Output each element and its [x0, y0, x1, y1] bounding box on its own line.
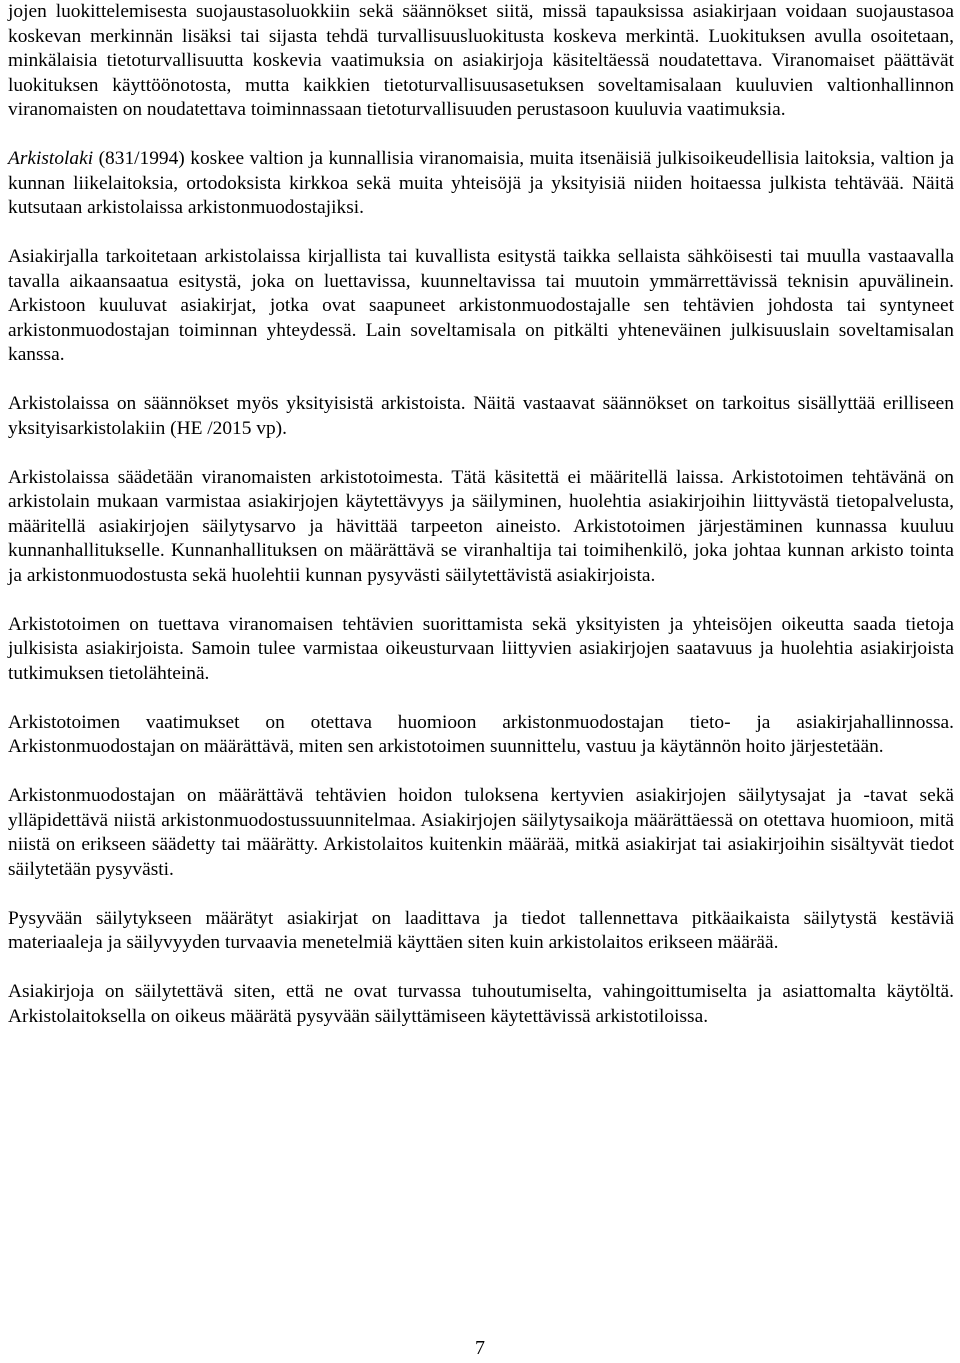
paragraph-text: Asiakirjalla tarkoitetaan arkistolaissa kirjallista tai kuvallista esitystä taikka sellaista sähköisesti tai muulla vastaavalla tavalla aikaansaatua esitystä, joka on luettavissa, kuunneltavissa tai muutoin ymmärrettävissä teknisin apuvälinein. Arkistoon kuuluvat asiakirjat, jotka ovat saapuneet arkistonmuodostajalle sen tehtävien johdosta tai syntyneet arkistonmuodostajan toiminnan yhteydessä. Lain soveltamisala on pitkälti yhteneväinen julkisuuslain soveltamisalan kanssa.: [8, 246, 954, 365]
paragraph-text: jojen luokittelemisesta suojaustasoluokkiin sekä säännökset siitä, missä tapauksissa asiakirjaan voidaan suojaustasoa koskevan merkinnän lisäksi tai sijasta tehdä turvallisuusluokitusta koskeva merkintä. Luokituksen avulla osoitetaan, minkälaisia tietoturvallisuutta koskevia vaatimuksia on asiakirjoja käsiteltäessä noudatettava. Viranomaiset päättävät luokituksen käyttöönotosta, mutta kaikkien tietoturvallisuusasetuksen soveltamisalaan kuuluvien valtionhallinnon viranomaisten on noudatettava toiminnassaan tietoturvallisuuden perustasoon kuuluvia vaatimuksia.: [8, 1, 954, 120]
paragraph-archives-act: [8, 147, 954, 221]
paragraph-archival-function: [8, 466, 954, 589]
paragraph-text: Arkistotoimen vaatimukset on otettava huomioon arkistonmuodostajan tieto- ja asiakirjahallinnossa. Arkistonmuodostajan on määrättävä, miten sen arkistotoimen suunnittelu, vastuu ja käytännön hoito järjestetään.: [8, 711, 954, 757]
paragraph-text: Arkistolaissa on säännökset myös yksityisistä arkistoista. Näitä vastaavat säännökset on tarkoitus sisällyttää erilliseen yksityisarkistolakiin (HE /2015 vp).: [8, 393, 954, 439]
paragraph-document-definition: [8, 245, 954, 368]
archives-act-term: Arkistolaki: [8, 148, 94, 169]
paragraph-text: Asiakirjoja on säilytettävä siten, että ne ovat turvassa tuhoutumiselta, vahingoittumiselta ja asiattomalta käytöltä. Arkistolaitoksella on oikeus määrätä pysyvään säilyttämiseen käytettävissä arkistotiloissa.: [8, 981, 954, 1027]
paragraph-retention-periods: [8, 784, 954, 882]
paragraph-text: Arkistonmuodostajan on määrättävä tehtävien hoidon tuloksena kertyvien asiakirjojen säilytysajat ja -tavat sekä ylläpidettävä niistä arkistonmuodostussuunnitelmaa. Asiakirjojen säilytysaikoja määrättäessä on otettava huomioon, mitä niistä on erikseen säädetty tai määrätty. Arkistolaitos kuitenkin määrää, mitkä asiakirjat tai asiakirjoihin sisältyvät tiedot säilytetään pysyvästi.: [8, 785, 954, 880]
paragraph-archival-support: [8, 613, 954, 687]
paragraph-text: Pysyvään säilytykseen määrätyt asiakirjat on laadittava ja tiedot tallennettava pitkäaikaista säilytystä kestäviä materiaaleja ja säilyvyyden turvaavia menetelmiä käyttäen siten kuin arkistolaitos erikseen määrää.: [8, 907, 954, 953]
paragraph-text: Arkistolaissa säädetään viranomaisten arkistotoimesta. Tätä käsitettä ei määritellä laissa. Arkistotoimen tehtävänä on arkistolain mukaan varmistaa asiakirjojen käytettävyys ja säilyminen, huolehtia asiakirjoihin liittyvästä tietopalvelusta, määritellä asiakirjojen säilytysarvo ja hävittää tarpeeton aineisto. Arkistotoimen järjestäminen kunnassa kuuluu kunnanhallitukselle. Kunnanhallituksen on määrättävä se viranhaltija tai toimihenkilö, joka johtaa kunnan arkisto tointa ja arkistonmuodostusta sekä huolehtii kunnan pysyvästi säilytettävistä asiakirjoista.: [8, 466, 954, 586]
paragraph-permanent-retention: [8, 907, 954, 956]
paragraph-private-archives: [8, 392, 954, 441]
paragraph-text: (831/1994) koskee valtion ja kunnallisia viranomaisia, muita itsenäisiä julkisoikeudellisia laitoksia, valtion ja kunnan liikelaitoksia, ortodoksista kirkkoa sekä muita yhteisöjä ja yksityisiä niiden hoitaessa julkista tehtävää. Näitä kutsutaan arkistolaissa arkistonmuodostajiksi.: [8, 148, 954, 218]
page-number: 7: [475, 1337, 485, 1359]
paragraph-text: Arkistotoimen on tuettava viranomaisen tehtävien suorittamista sekä yksityisten ja yhteisöjen oikeutta saada tietoja julkisista asiakirjoista. Samoin tulee varmistaa oikeusturvaan liittyvien asiakirjojen saatavuus ja huolehtia asiakirjoista tutkimuksen tietolähteinä.: [8, 613, 954, 684]
paragraph-archival-requirements: [8, 711, 954, 760]
paragraph-security-classification: [8, 0, 954, 123]
paragraph-storage: [8, 980, 954, 1029]
document-page: [8, 0, 954, 1054]
